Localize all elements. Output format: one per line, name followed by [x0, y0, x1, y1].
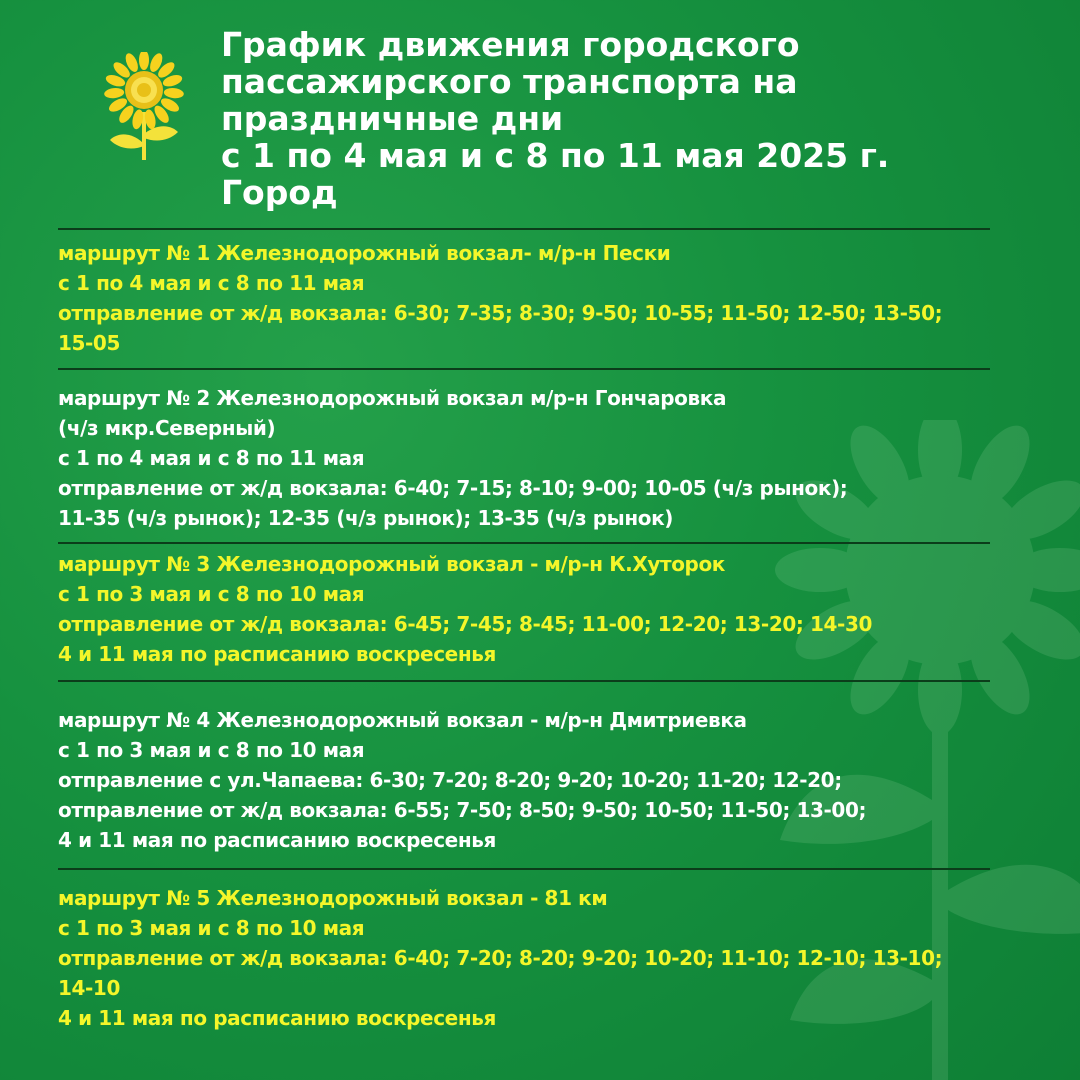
- title-line: Город: [221, 173, 338, 212]
- route-note: 4 и 11 мая по расписанию воскресенья: [58, 828, 496, 852]
- route-dates: с 1 по 4 мая и с 8 по 11 мая: [58, 446, 365, 470]
- route-5-block: [58, 883, 1018, 1033]
- route-departures: отправление от ж/д вокзала: 6-55; 7-50; 8-50; 9-50; 10-50; 11-50; 13-00;: [58, 798, 867, 822]
- route-dates: с 1 по 3 мая и с 8 по 10 мая: [58, 738, 365, 762]
- title-line: с 1 по 4 мая и с 8 по 11 мая 2025 г.: [221, 136, 890, 175]
- route-departures: отправление от ж/д вокзала: 6-45; 7-45; 8-45; 11-00; 12-20; 13-20; 14-30: [58, 612, 872, 636]
- route-title: маршрут № 4 Железнодорожный вокзал - м/р-н Дмитриевка: [58, 708, 747, 732]
- divider: [58, 680, 990, 682]
- route-departures: отправление от ж/д вокзала: 6-30; 7-35; 8-30; 9-50; 10-55; 11-50; 12-50; 13-50;: [58, 301, 943, 325]
- route-4-block: [58, 705, 1018, 855]
- route-dates: с 1 по 4 мая и с 8 по 11 мая: [58, 271, 365, 295]
- route-title: маршрут № 2 Железнодорожный вокзал м/р-н Гончаровка: [58, 386, 727, 410]
- route-dates: с 1 по 3 мая и с 8 по 10 мая: [58, 582, 365, 606]
- divider: [58, 228, 990, 230]
- divider: [58, 368, 990, 370]
- route-note: 4 и 11 мая по расписанию воскресенья: [58, 1006, 496, 1030]
- route-departures: отправление от ж/д вокзала: 6-40; 7-15; 8-10; 9-00; 10-05 (ч/з рынок);: [58, 476, 848, 500]
- title-line: График движения городского: [221, 25, 800, 64]
- page-title: [221, 26, 1041, 211]
- route-2-block: [58, 383, 1018, 533]
- route-departures: 11-35 (ч/з рынок); 12-35 (ч/з рынок); 13-35 (ч/з рынок): [58, 506, 674, 530]
- route-3-block: [58, 549, 1018, 669]
- route-title: (ч/з мкр.Северный): [58, 416, 276, 440]
- divider: [58, 868, 990, 870]
- route-title: маршрут № 5 Железнодорожный вокзал - 81 км: [58, 886, 608, 910]
- title-line: праздничные дни: [221, 99, 564, 138]
- route-1-block: [58, 238, 1018, 358]
- route-departures: отправление с ул.Чапаева: 6-30; 7-20; 8-20; 9-20; 10-20; 11-20; 12-20;: [58, 768, 842, 792]
- route-departures: 15-05: [58, 331, 120, 355]
- route-title: маршрут № 3 Железнодорожный вокзал - м/р-н К.Хуторок: [58, 552, 725, 576]
- route-dates: с 1 по 3 мая и с 8 по 10 мая: [58, 916, 365, 940]
- divider: [58, 542, 990, 544]
- route-departures: отправление от ж/д вокзала: 6-40; 7-20; 8-20; 9-20; 10-20; 11-10; 12-10; 13-10;: [58, 946, 943, 970]
- sunflower-logo-icon: [104, 52, 184, 162]
- route-departures: 14-10: [58, 976, 120, 1000]
- route-title: маршрут № 1 Железнодорожный вокзал- м/р-н Пески: [58, 241, 671, 265]
- title-line: пассажирского транспорта на: [221, 62, 798, 101]
- route-note: 4 и 11 мая по расписанию воскресенья: [58, 642, 496, 666]
